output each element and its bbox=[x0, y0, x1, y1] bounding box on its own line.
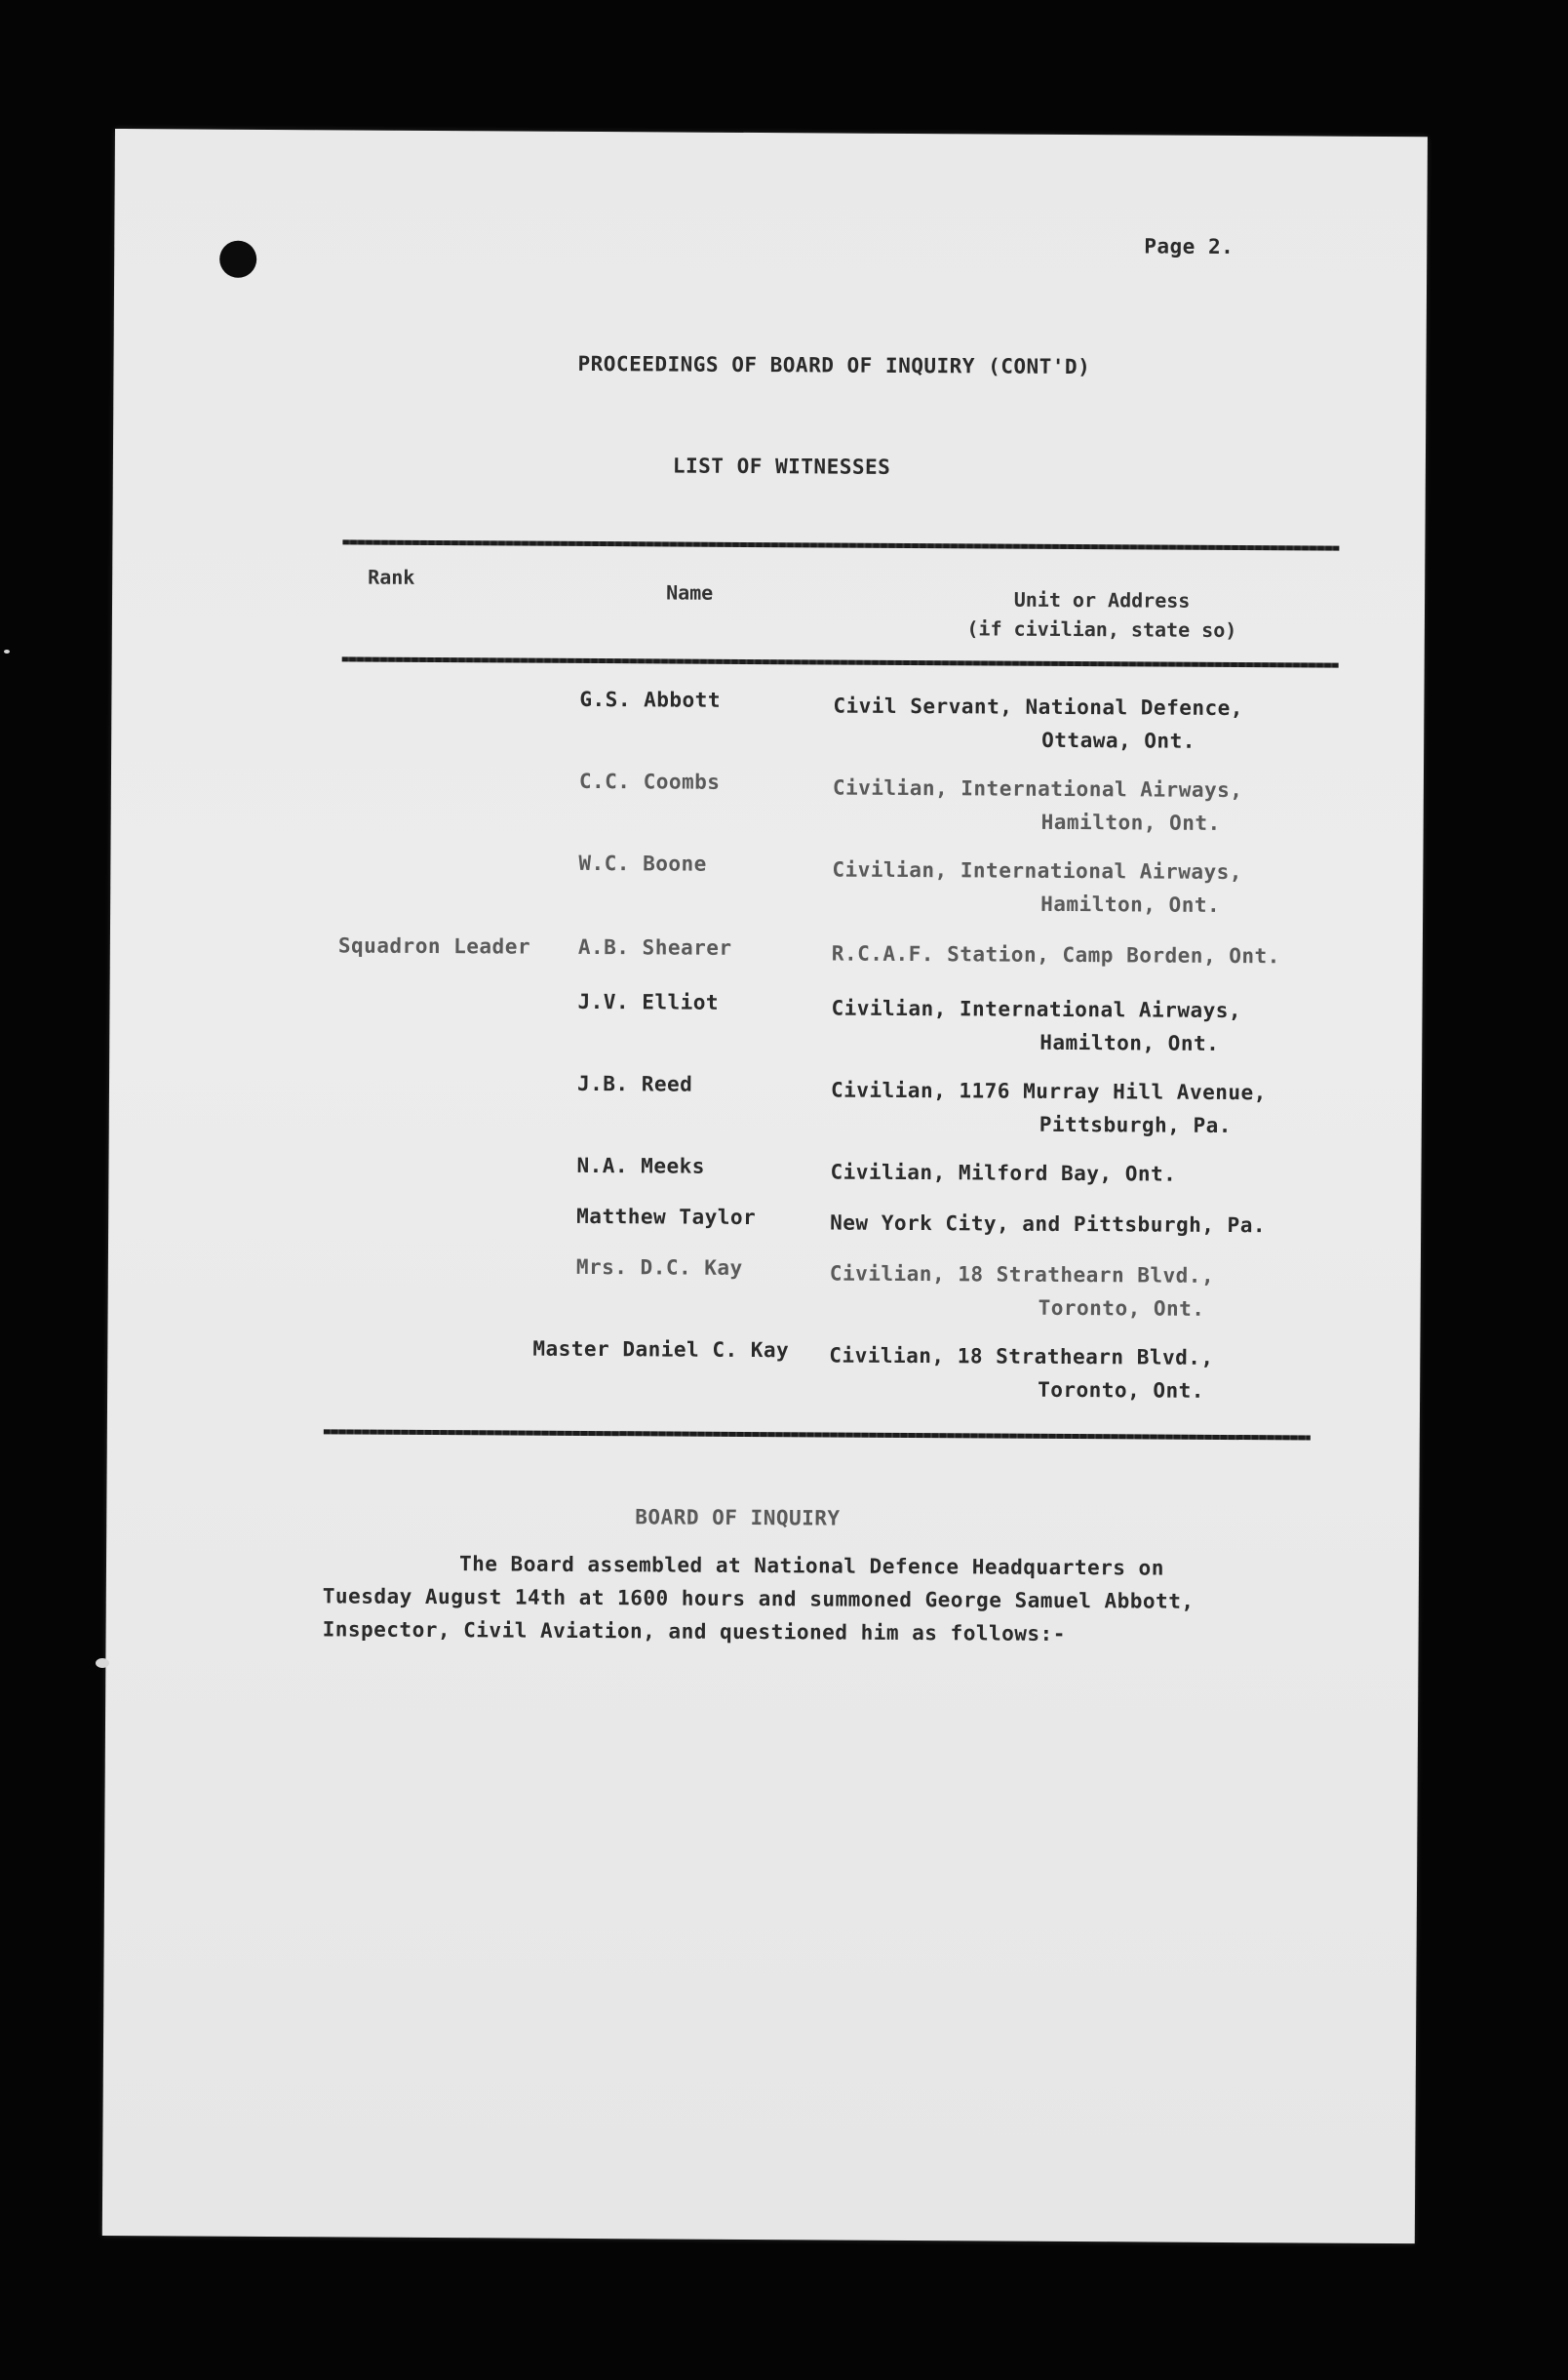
witness-name: C.C. Coombs bbox=[578, 769, 721, 794]
table-bottom-rule bbox=[324, 1429, 1311, 1440]
document-page bbox=[102, 129, 1428, 2243]
witness-unit bbox=[831, 992, 1338, 1061]
witness-name: N.A. Meeks bbox=[576, 1153, 706, 1178]
table-header-rule bbox=[342, 656, 1339, 667]
list-title: LIST OF WITNESSES bbox=[672, 454, 891, 479]
witness-name: Mrs. D.C. Kay bbox=[575, 1254, 743, 1280]
table-row bbox=[110, 987, 1423, 1055]
paragraph-line: Inspector, Civil Aviation, and questioned him as follows:- bbox=[322, 1617, 1066, 1646]
table-row bbox=[109, 1069, 1422, 1138]
unit-line1: Civilian, International Airways, bbox=[831, 996, 1242, 1023]
table-top-rule bbox=[342, 539, 1339, 550]
header-rank: Rank bbox=[368, 565, 415, 589]
unit-line2: Toronto, Ont. bbox=[1038, 1377, 1205, 1403]
witness-unit bbox=[830, 1206, 1337, 1242]
witness-name: J.V. Elliot bbox=[577, 989, 720, 1014]
header-unit bbox=[921, 584, 1282, 645]
unit-line2: Ottawa, Ont. bbox=[1041, 728, 1196, 753]
witness-unit bbox=[831, 1074, 1338, 1143]
unit-line1: New York City, and Pittsburgh, Pa. bbox=[830, 1210, 1267, 1238]
unit-line2: Hamilton, Ont. bbox=[1040, 810, 1221, 835]
unit-line1: Civilian, 1176 Murray Hill Avenue, bbox=[830, 1078, 1267, 1105]
header-unit-line1: Unit or Address bbox=[1013, 587, 1191, 613]
board-paragraph bbox=[323, 1546, 1318, 1651]
witness-name: Master Daniel C. Kay bbox=[532, 1336, 790, 1363]
page-number: Page 2. bbox=[1144, 234, 1235, 259]
witness-unit bbox=[833, 772, 1340, 841]
witness-rank: Squadron Leader bbox=[337, 933, 531, 959]
table-row bbox=[110, 932, 1423, 969]
unit-line1: Civilian, Milford Bay, Ont. bbox=[830, 1160, 1177, 1186]
witness-name: G.S. Abbott bbox=[579, 687, 722, 712]
witness-unit bbox=[832, 937, 1339, 973]
table-row bbox=[112, 685, 1425, 753]
witness-unit bbox=[832, 853, 1339, 923]
unit-line2: Toronto, Ont. bbox=[1038, 1295, 1205, 1321]
witness-name: Matthew Taylor bbox=[576, 1204, 757, 1230]
unit-line1: R.C.A.F. Station, Camp Borden, Ont. bbox=[831, 941, 1280, 969]
unit-line2: Pittsburgh, Pa. bbox=[1039, 1112, 1233, 1138]
witness-name: A.B. Shearer bbox=[577, 934, 732, 960]
board-title: BOARD OF INQUIRY bbox=[635, 1505, 841, 1530]
witness-unit bbox=[830, 1256, 1337, 1326]
table-row bbox=[109, 1151, 1422, 1186]
punch-hole bbox=[219, 241, 256, 278]
witness-unit bbox=[830, 1156, 1337, 1192]
unit-line2: Hamilton, Ont. bbox=[1040, 892, 1221, 917]
witness-name: J.B. Reed bbox=[576, 1071, 693, 1096]
header-unit-line2: (if civilian, state so) bbox=[966, 616, 1237, 643]
film-speck bbox=[96, 1658, 109, 1668]
unit-line2: Hamilton, Ont. bbox=[1039, 1030, 1220, 1055]
witness-unit bbox=[833, 690, 1340, 759]
film-speck bbox=[4, 650, 10, 654]
witness-name: W.C. Boone bbox=[578, 851, 707, 876]
table-row bbox=[110, 849, 1423, 917]
header-name: Name bbox=[666, 580, 714, 605]
table-row bbox=[111, 767, 1424, 835]
unit-line1: Civilian, 18 Strathearn Blvd., bbox=[829, 1261, 1215, 1288]
unit-line1: Civilian, 18 Strathearn Blvd., bbox=[829, 1343, 1214, 1369]
table-row bbox=[107, 1334, 1420, 1403]
unit-line1: Civil Servant, National Defence, bbox=[833, 694, 1244, 721]
unit-line1: Civilian, International Airways, bbox=[832, 775, 1243, 803]
table-row bbox=[108, 1202, 1421, 1238]
document-title: PROCEEDINGS OF BOARD OF INQUIRY (CONT'D) bbox=[577, 351, 1091, 379]
table-row bbox=[108, 1252, 1421, 1321]
paragraph-line: The Board assembled at National Defence Headquarters on bbox=[458, 1552, 1164, 1580]
paragraph-line: Tuesday August 14th at 1600 hours and summoned George Samuel Abbott, bbox=[322, 1584, 1195, 1613]
witness-unit bbox=[829, 1338, 1336, 1408]
unit-line1: Civilian, International Airways, bbox=[832, 857, 1243, 885]
